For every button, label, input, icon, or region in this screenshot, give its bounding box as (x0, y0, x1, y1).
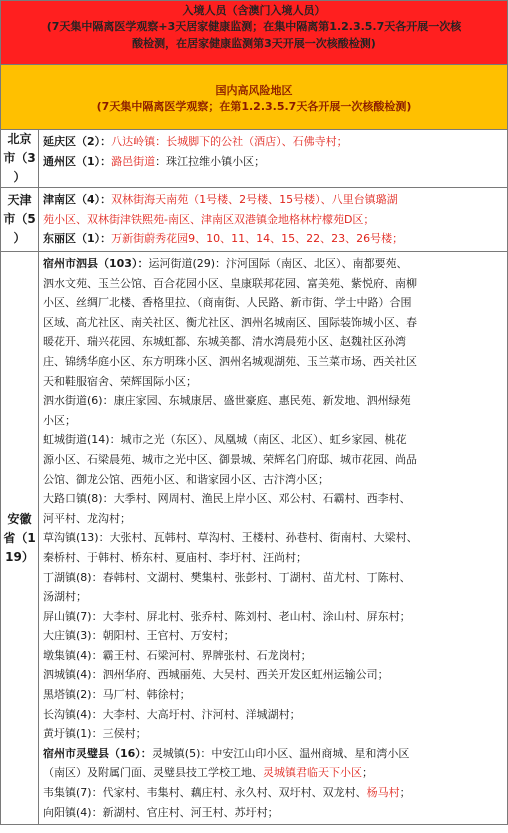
area-line: 天和鞋服宿舍、荣辉国际小区； (43, 374, 197, 388)
area-line: 屏山镇(7)：大李村、屏北村、张乔村、陈刘村、老山村、涂山村、屏东村； (43, 609, 411, 623)
area-line: 宿州市泗县（103）：运河街道(29)：汴河国际（南区、北区）、南都要苑、 (43, 257, 408, 270)
anhui-row (1, 252, 508, 825)
area-line: 向阳镇(4)：新湖村、官庄村、河王村、苏圩村； (43, 805, 279, 819)
area-line: 秦桥村、于韩村、桥东村、夏庙村、李圩村、汪尚村； (43, 550, 307, 564)
area-line: 泗水街道(6)：康庄家园、东城康居、盛世豪庭、惠民苑、新发地、泗州绿苑 (43, 394, 411, 408)
area-line: 汤湖村； (43, 590, 87, 604)
district-line-cont: 苑小区、双林街津铁熙苑-南区、津南区双港镇金地格林柠檬苑D区； (43, 212, 375, 226)
area-line: 公馆、御龙公馆、西苑小区、和谐家园小区、古汴湾小区； (43, 472, 329, 486)
district-line: 东丽区（1）：万新街蔚秀花园9、10、11、14、15、22、23、26号楼； (43, 232, 404, 246)
entry-title: 入境人员（含澳门入境人员） (182, 4, 326, 17)
beijing-row (1, 130, 508, 188)
area-line: （南区）及附属门面、灵璧县技工学校工地、灵城镇君临天下小区； (43, 766, 373, 780)
entry-rule-line1: (7天集中隔离医学观察+3天居家健康监测；在集中隔离第1.2.3.5.7天各开展一次核 (46, 20, 462, 34)
area-line: 大路口镇(8)：大季村、网周村、渔民上岸小区、邓公村、石霸村、西李村、 (43, 492, 411, 506)
area-line: 小区； (43, 413, 76, 427)
area-line: 虹城街道(14)：城市之光（东区）、凤凰城（南区、北区）、虹乡家园、桃花 (43, 433, 407, 447)
anhui-areas-cell (39, 252, 508, 825)
area-line: 河平村、龙沟村； (43, 511, 131, 525)
area-line: 源小区、石梁晨苑、城市之光中区、御景城、荣辉名门府邸、城市花园、尚品 (43, 452, 417, 466)
high-risk-rule: (7天集中隔离医学观察；在第1.2.3.5.7天各开展一次核酸检测) (96, 100, 412, 114)
high-risk-title: 国内高风险地区 (215, 84, 293, 97)
area-line: 黄圩镇(1)：三侯村； (43, 727, 147, 741)
entry-personnel-row (1, 1, 508, 65)
area-line: 长沟镇(4)：大李村、大高圩村、汴河村、洋城湖村； (43, 707, 301, 721)
tianjin-areas-cell (39, 188, 508, 252)
district-line: 延庆区（2）：八达岭镇：长城脚下的公社（酒店）、石佛寺村； (43, 135, 348, 148)
area-line: 小区、丝绸厂北楼、香格里拉、（商南街、人民路、新市街、学士中路）合围 (43, 296, 412, 310)
beijing-areas-cell (39, 130, 508, 188)
area-line: 宿州市灵璧县（16）：灵城镇(5)：中安江山印小区、温州商城、星和湾小区 (43, 746, 410, 760)
area-line: 泗水文苑、玉兰公馆、百合花园小区、皇康联邦花园、富美苑、紫悦府、南柳 (43, 276, 417, 290)
tianjin-province-cell: 天津 市（5 ） (1, 188, 39, 252)
area-line: 暖花开、瑞兴花园、东城虹都、东城美都、清水湾晨苑小区、赵魏社区孙湾 (43, 335, 406, 349)
tianjin-row (1, 188, 508, 252)
high-risk-banner (1, 65, 508, 130)
beijing-province-cell: 北京 市（3 ） (1, 130, 39, 188)
area-line: 丁湖镇(8)：春韩村、文湖村、樊集村、张彭村、丁湖村、苗尤村、丁陈村、 (43, 570, 411, 584)
entry-rule-line2: 酸检测，在居家健康监测第3天开展一次核酸检测) (132, 36, 376, 50)
area-line: 区域、高尤社区、南关社区、衡尤社区、泗州名城南区、国际装饰城小区、春 (43, 315, 417, 329)
area-line: 黑塔镇(2)：马厂村、韩徐村； (43, 688, 191, 702)
area-line: 墩集镇(4)：霸王村、石梁河村、界牌张村、石龙岗村； (43, 648, 312, 662)
area-line: 草沟镇(13)：大张村、瓦韩村、草沟村、王楼村、孙巷村、街南村、大梁村、 (43, 531, 418, 545)
area-line: 韦集镇(7)：代家村、韦集村、藕庄村、永久村、双圩村、双龙村、杨马村； (43, 786, 411, 800)
district-line: 津南区（4）：双林街海天南苑（1号楼、2号楼、15号楼）、八里台镇璐湖 (43, 193, 398, 206)
area-line: 泗城镇(4)：泗州华府、西城丽苑、大吴村、西关开发区虹州运输公司； (43, 668, 389, 682)
district-line: 通州区（1）：潞邑街道：珠江拉维小镇小区； (43, 154, 266, 168)
high-risk-row (1, 65, 508, 130)
entry-personnel-banner (1, 1, 508, 65)
anhui-province-cell: 安徽 省（1 19） (1, 252, 39, 825)
area-line: 大庄镇(3)：朝阳村、王官村、万安村； (43, 629, 235, 643)
area-line: 庄、锦绣华庭小区、东方明珠小区、泗州名城观湖苑、玉兰菜市场、西关社区 (43, 354, 417, 368)
